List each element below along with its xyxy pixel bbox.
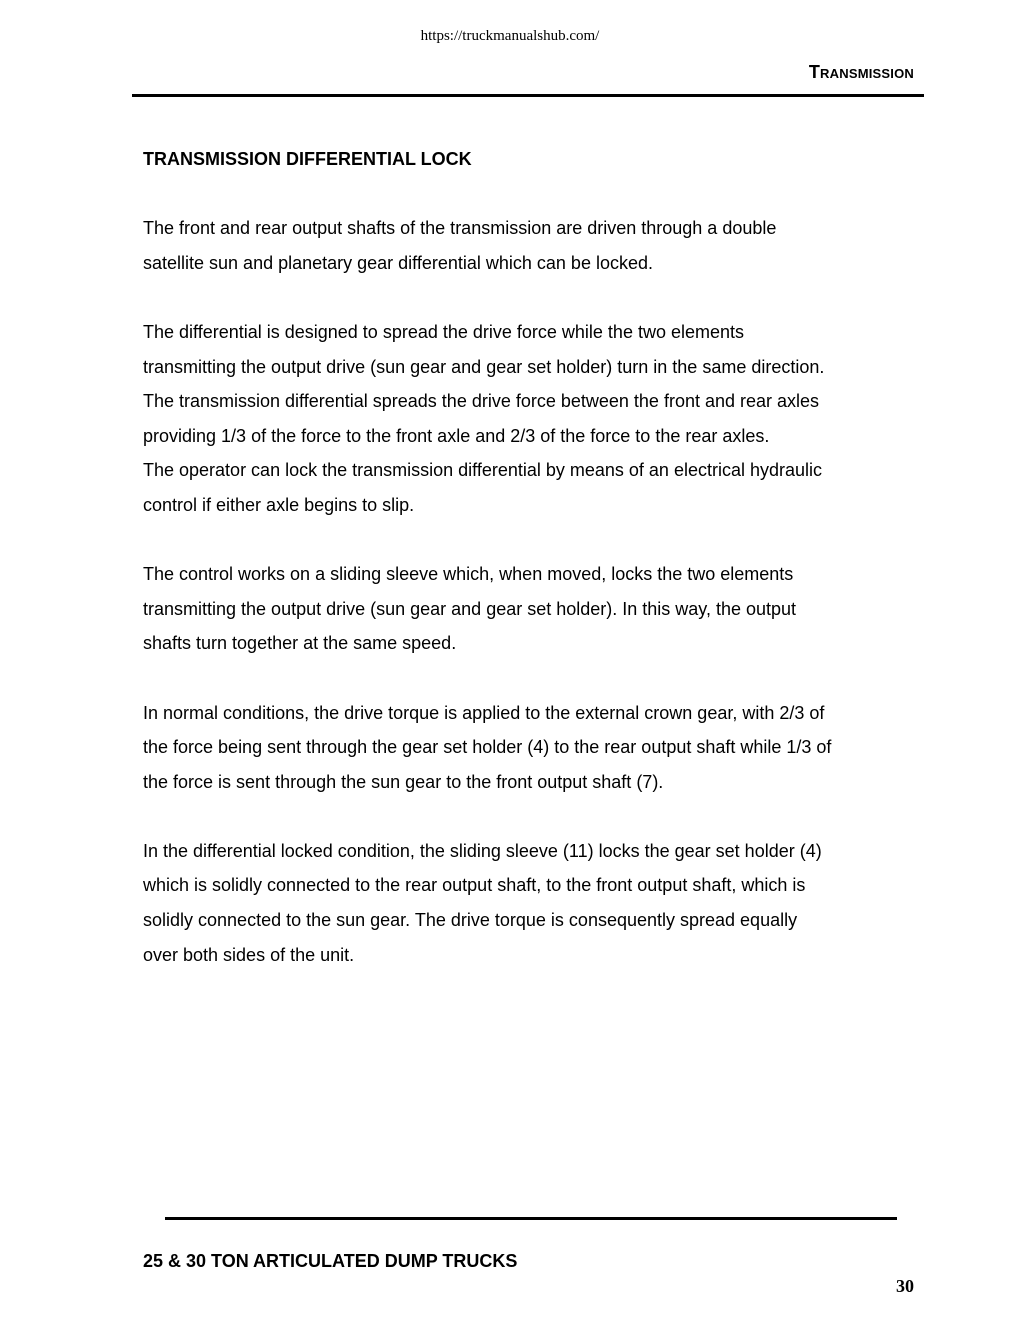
paragraph [143,557,918,661]
source-url: https://truckmanualshub.com/ [420,28,600,44]
paragraph-line: control if either axle begins to slip. [143,494,415,515]
section-header: Transmission [808,62,914,82]
paragraph-line: transmitting the output drive (sun gear and gear set holder) turn in the same direction. [143,356,825,377]
paragraph-line: the force being sent through the gear set holder (4) to the rear output shaft while 1/3 of [143,737,832,758]
paragraph [143,834,918,972]
page-number: 30 [896,1276,914,1296]
paragraph-line: the force is sent through the sun gear to the front output shaft (7). [143,771,664,792]
paragraph-line: In the differential locked condition, the sliding sleeve (11) locks the gear set holder (4) [143,840,822,861]
paragraph-line: The control works on a sliding sleeve which, when moved, locks the two elements [143,564,794,585]
header-divider [132,94,924,97]
paragraph-line: The transmission differential spreads the drive force between the front and rear axles [143,391,820,412]
paragraph-line: solidly connected to the sun gear. The drive torque is consequently spread equally [143,910,798,931]
paragraph-line: providing 1/3 of the force to the front axle and 2/3 of the force to the rear axles. [143,425,770,446]
paragraph [143,211,918,280]
paragraph-line: satellite sun and planetary gear differential which can be locked. [143,252,653,273]
paragraph-line: The front and rear output shafts of the transmission are driven through a double [143,218,777,239]
paragraph-line: which is solidly connected to the rear output shaft, to the front output shaft, which is [143,875,806,896]
document-title: TRANSMISSION DIFFERENTIAL LOCK [143,149,472,169]
paragraph [143,315,918,523]
document-body [143,142,918,1007]
footer-divider [165,1217,897,1220]
paragraph-line: shafts turn together at the same speed. [143,633,457,654]
paragraph-line: The operator can lock the transmission differential by means of an electrical hydraulic [143,460,823,481]
paragraph-line: In normal conditions, the drive torque is applied to the external crown gear, with 2/3 of [143,702,825,723]
footer-title: 25 & 30 TON ARTICULATED DUMP TRUCKS [143,1251,518,1271]
paragraph-line: The differential is designed to spread the drive force while the two elements [143,321,745,342]
paragraph-line: over both sides of the unit. [143,944,355,965]
paragraph-line: transmitting the output drive (sun gear and gear set holder). In this way, the output [143,598,797,619]
paragraph [143,696,918,800]
